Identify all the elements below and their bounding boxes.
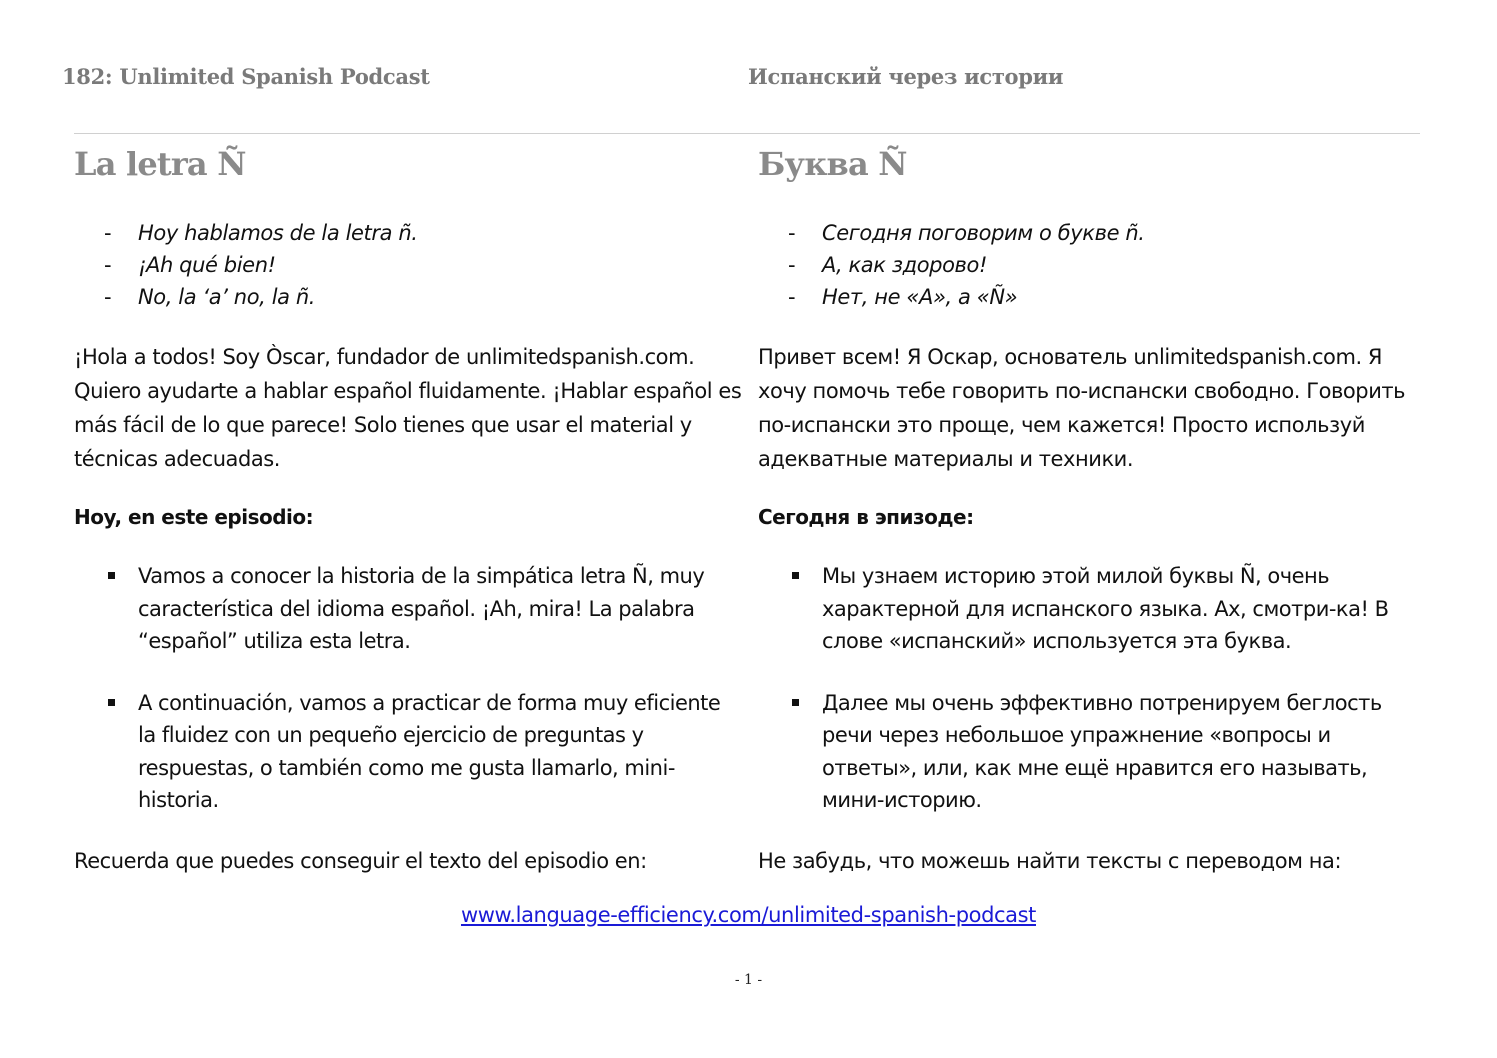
- bullet-item: [758, 560, 1428, 658]
- dialogue-line: [758, 281, 1145, 313]
- square-bullet-icon: [792, 572, 799, 579]
- bullet-text: Vamos a conocer la historia de la simpática letra Ñ, muy característica del idioma español. ¡Ah, mira! La palabra “español” utiliza esta letra.: [138, 564, 705, 653]
- bullet-item: [758, 687, 1428, 817]
- russian-episode-bullets: [758, 560, 1428, 817]
- russian-dialogue: [758, 217, 1145, 313]
- dash-marker: -: [104, 221, 112, 245]
- dialogue-line: [74, 217, 418, 249]
- dialogue-text: ¡Ah qué bien!: [138, 253, 276, 277]
- bullet-text: Далее мы очень эффективно потренируем беглость речи через небольшое упражнение «вопросы и ответы», или, как мне ещё нравится его называть, мини-историю.: [822, 690, 1382, 812]
- square-bullet-icon: [108, 572, 115, 579]
- russian-episode-heading: Сегодня в эпизоде:: [758, 505, 974, 529]
- square-bullet-icon: [108, 699, 115, 706]
- russian-title: Буква Ñ: [758, 145, 907, 183]
- podcast-link[interactable]: www.language-efficiency.com/unlimited-spanish-podcast: [460, 903, 1036, 927]
- russian-closing: Не забудь, что можешь найти тексты с переводом на:: [758, 849, 1342, 873]
- spanish-dialogue: [74, 217, 418, 313]
- spanish-intro: ¡Hola a todos! Soy Òscar, fundador de unlimitedspanish.com. Quiero ayudarte a hablar español fluidamente. ¡Hablar español es más fácil de lo que parece! Solo tienes que usar el material y técnicas adecuadas.: [74, 345, 742, 471]
- dash-marker: -: [788, 221, 796, 245]
- bullet-item: [74, 687, 744, 817]
- spanish-episode-heading: Hoy, en este episodio:: [74, 505, 314, 529]
- dialogue-line: [74, 281, 418, 313]
- spanish-episode-bullets: [74, 560, 744, 817]
- bullet-text: Мы узнаем историю этой милой буквы Ñ, очень характерной для испанского языка. Ах, смотри-ка! В слове «испанский» используется эта буква.: [822, 564, 1389, 653]
- spanish-closing: Recuerda que puedes conseguir el texto del episodio en:: [74, 849, 647, 873]
- bullet-item: [74, 560, 744, 658]
- dash-marker: -: [104, 285, 112, 309]
- dialogue-text: No, la ‘a’ no, la ñ.: [138, 285, 316, 309]
- bullet-text: A continuación, vamos a practicar de forma muy eficiente la fluidez con un pequeño ejercicio de preguntas y respuestas, o también como me gusta llamarlo, mini-historia.: [138, 690, 721, 812]
- dialogue-text: Сегодня поговорим о букве ñ.: [822, 221, 1145, 245]
- dialogue-line: [74, 249, 418, 281]
- dialogue-text: Нет, не «А», а «Ñ»: [822, 285, 1018, 309]
- dialogue-line: [758, 217, 1145, 249]
- page-number: - 1 -: [734, 972, 763, 988]
- dash-marker: -: [104, 253, 112, 277]
- dash-marker: -: [788, 253, 796, 277]
- dialogue-text: Hoy hablamos de la letra ñ.: [138, 221, 418, 245]
- spanish-title: La letra Ñ: [74, 145, 246, 183]
- square-bullet-icon: [792, 699, 799, 706]
- header-divider: [74, 133, 1420, 134]
- header-left: 182: Unlimited Spanish Podcast: [62, 64, 430, 89]
- dialogue-line: [758, 249, 1145, 281]
- header-right: Испанский через истории: [748, 64, 1064, 89]
- russian-intro: Привет всем! Я Оскар, основатель unlimitedspanish.com. Я хочу помочь тебе говорить по-испански свободно. Говорить по-испански это проще, чем кажется! Просто используй адекватные материалы и техники.: [758, 345, 1406, 471]
- dialogue-text: А, как здорово!: [822, 253, 987, 277]
- dash-marker: -: [788, 285, 796, 309]
